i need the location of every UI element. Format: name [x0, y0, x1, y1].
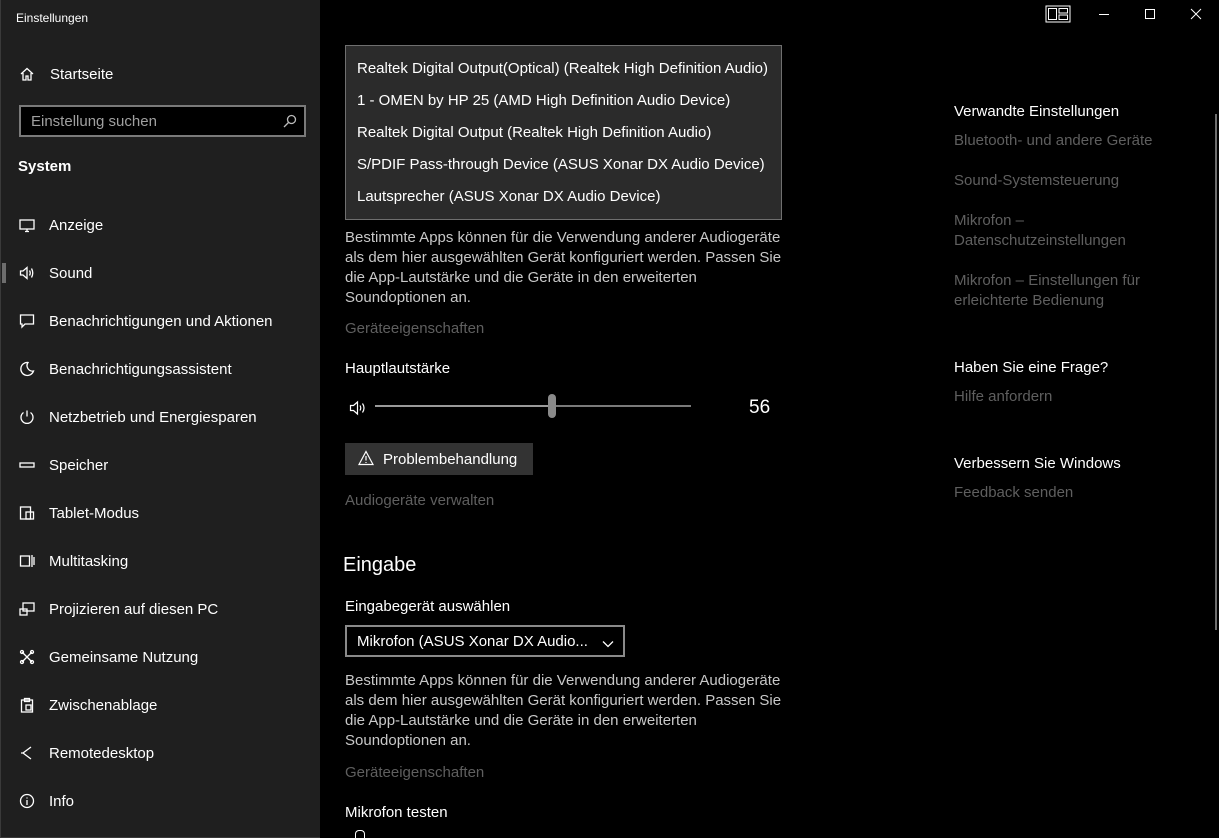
close-button[interactable] [1173, 0, 1219, 32]
maximize-button[interactable] [1127, 0, 1173, 32]
related-settings-heading: Verwandte Einstellungen [954, 103, 1120, 120]
close-icon [1190, 7, 1202, 25]
dropdown-option[interactable]: Realtek Digital Output(Optical) (Realtek High Definition Audio) [357, 60, 769, 77]
chevron-down-icon [602, 636, 614, 646]
volume-value: 56 [749, 397, 771, 418]
speaker-icon [18, 264, 36, 282]
sidebar [0, 0, 320, 838]
sidebar-item-info[interactable] [1, 777, 321, 825]
main-content [321, 0, 1219, 838]
clipboard-icon [18, 696, 36, 714]
dropdown-option[interactable]: Realtek Digital Output (Realtek High Definition Audio) [357, 124, 712, 141]
search-box [19, 105, 306, 137]
volume-slider-fill [375, 405, 552, 407]
sidebar-item-home[interactable] [1, 57, 321, 91]
input-description: Bestimmte Apps können für die Verwendung anderer Audiogeräte als dem hier ausgewählten Gerät konfiguriert werden. Passen Sie die App-Lautstärke und die Geräte in den erweiterten Soundoptionen an. [345, 672, 782, 749]
sidebar-item-label: Info [49, 792, 75, 810]
project-icon [18, 600, 36, 618]
sidebar-item-remote-desktop[interactable] [1, 729, 321, 777]
input-device-label: Eingabegerät auswählen [345, 598, 511, 615]
sidebar-item-label: Sound [49, 264, 93, 282]
related-link-bluetooth[interactable]: Bluetooth- und andere Geräte [954, 132, 1153, 149]
sidebar-item-label: Anzeige [49, 216, 104, 234]
volume-slider-thumb[interactable] [548, 394, 556, 418]
app-title: Einstellungen [16, 11, 89, 25]
output-device-properties-link[interactable]: Geräteeigenschaften [345, 320, 485, 337]
sidebar-item-multitasking[interactable] [1, 537, 321, 585]
sidebar-item-project[interactable] [1, 585, 321, 633]
sidebar-item-label: Tablet-Modus [49, 504, 140, 522]
search-input[interactable] [21, 107, 281, 135]
volume-slider[interactable] [375, 405, 691, 407]
related-link-mic-accessibility[interactable]: Mikrofon – Einstellungen für erleichterte Bedienung [954, 272, 1140, 309]
related-link-mic-privacy[interactable]: Mikrofon – Datenschutzeinstellungen [954, 212, 1126, 249]
speaker-icon[interactable] [349, 400, 369, 416]
manage-audio-devices-link[interactable]: Audiogeräte verwalten [345, 492, 495, 509]
sidebar-item-label: Netzbetrieb und Energiesparen [49, 408, 257, 426]
input-device-select[interactable] [345, 625, 625, 657]
monitor-icon [18, 216, 36, 234]
sidebar-item-storage[interactable] [1, 441, 321, 489]
minimize-button[interactable] [1081, 0, 1127, 32]
sidebar-item-label: Zwischenablage [49, 696, 158, 714]
sidebar-item-tablet[interactable] [1, 489, 321, 537]
microphone-icon [355, 830, 365, 838]
volume-label: Hauptlautstärke [345, 360, 451, 377]
troubleshoot-button[interactable] [345, 443, 533, 475]
snap-layout-icon [1045, 5, 1071, 28]
input-device-selected-value: Mikrofon (ASUS Xonar DX Audio... [357, 633, 588, 650]
sidebar-item-label: Remotedesktop [49, 744, 155, 762]
question-heading: Haben Sie eine Frage? [954, 359, 1109, 376]
tablet-icon [18, 504, 36, 522]
snap-layout-button[interactable] [1035, 0, 1081, 32]
sidebar-item-label: Benachrichtigungen und Aktionen [49, 312, 273, 330]
minimize-icon [1098, 7, 1110, 25]
related-link-sound-control-panel[interactable]: Sound-Systemsteuerung [954, 172, 1120, 189]
info-icon [18, 792, 36, 810]
output-device-dropdown-list [345, 45, 782, 220]
message-icon [18, 312, 36, 330]
sidebar-item-anzeige[interactable] [1, 201, 321, 249]
power-icon [18, 408, 36, 426]
home-icon [18, 65, 36, 83]
warning-icon [358, 450, 374, 466]
search-icon[interactable] [283, 114, 297, 128]
get-help-link[interactable]: Hilfe anfordern [954, 388, 1053, 405]
sidebar-item-power[interactable] [1, 393, 321, 441]
window-controls [1035, 0, 1219, 32]
moon-icon [18, 360, 36, 378]
output-description: Bestimmte Apps können für die Verwendung anderer Audiogeräte als dem hier ausgewählten Gerät konfiguriert werden. Passen Sie die App-Lautstärke und die Geräte in den erweiterten Soundoptionen an. [345, 229, 782, 306]
improve-windows-heading: Verbessern Sie Windows [954, 455, 1121, 472]
storage-icon [18, 456, 36, 474]
maximize-icon [1144, 7, 1156, 25]
sidebar-item-notifications[interactable] [1, 297, 321, 345]
sidebar-item-label: Multitasking [49, 552, 129, 570]
scrollbar[interactable] [1215, 114, 1217, 630]
feedback-link[interactable]: Feedback senden [954, 484, 1074, 501]
dropdown-option[interactable]: Lautsprecher (ASUS Xonar DX Audio Device) [357, 188, 661, 205]
dropdown-option[interactable]: 1 - OMEN by HP 25 (AMD High Definition Audio Device) [357, 92, 731, 109]
section-title: System [18, 158, 72, 175]
dropdown-option[interactable]: S/PDIF Pass-through Device (ASUS Xonar DX Audio Device) [357, 156, 765, 173]
sidebar-item-label: Benachrichtigungsassistent [49, 360, 232, 378]
sidebar-nav [1, 201, 321, 825]
sidebar-item-label: Gemeinsame Nutzung [49, 648, 199, 666]
share-icon [18, 648, 36, 666]
sidebar-item-clipboard[interactable] [1, 681, 321, 729]
sidebar-item-focus-assist[interactable] [1, 345, 321, 393]
test-microphone-label: Mikrofon testen [345, 804, 448, 821]
input-section-heading: Eingabe [343, 554, 417, 576]
sidebar-item-label: Projizieren auf diesen PC [49, 600, 219, 618]
sidebar-item-label: Speicher [49, 456, 109, 474]
sidebar-item-label: Startseite [50, 65, 114, 83]
troubleshoot-button-label: Problembehandlung [383, 450, 518, 468]
multitasking-icon [18, 552, 36, 570]
sidebar-item-sound[interactable] [1, 249, 321, 297]
input-device-properties-link[interactable]: Geräteeigenschaften [345, 764, 485, 781]
sidebar-item-share[interactable] [1, 633, 321, 681]
remote-desktop-icon [18, 744, 36, 762]
